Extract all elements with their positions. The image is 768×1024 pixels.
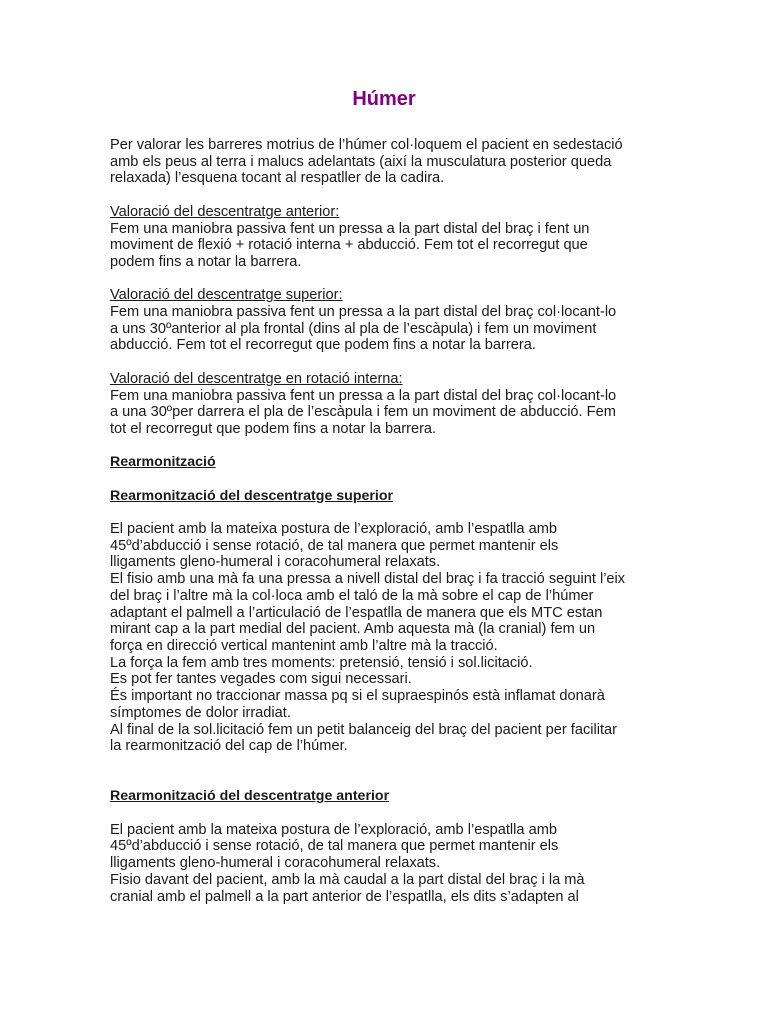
text-line: amb els peus al terra i malucs adelantats (així la musculatura posterior queda xyxy=(110,153,612,170)
text-line: Es pot fer tantes vegades com sigui necessari. xyxy=(110,671,412,688)
text-line: Al final de la sol.licitació fem un petit balanceig del braç del pacient per facilitar xyxy=(110,721,618,738)
text-line: El fisio amb una mà fa una pressa a nivell distal del braç i fa tracció seguint l’eix xyxy=(110,571,626,588)
text-line: tot el recorregut que podem fins a notar la barrera. xyxy=(110,420,437,437)
valuation-internal-rotation xyxy=(110,371,670,438)
text-line: a uns 30ºanterior al pla frontal (dins al pla de l’escàpula) i fem un moviment xyxy=(110,320,597,337)
text-line: lligaments gleno-humeral i coracohumeral relaxats. xyxy=(110,855,441,872)
text-line: 45ºd’abducció i sense rotació, de tal manera que permet mantenir els xyxy=(110,838,559,855)
text-line: Fem una maniobra passiva fent un pressa a la part distal del braç i fent un xyxy=(110,220,590,237)
text-line: Per valorar les barreres motrius de l’húmer col·loquem el pacient en sedestació xyxy=(110,137,623,153)
text-line: 45ºd’abducció i sense rotació, de tal manera que permet mantenir els xyxy=(110,537,559,554)
text-line: mirant cap a la part medial del pacient. Amb aquesta mà (la cranial) fem un xyxy=(110,621,596,638)
text-line: És important no traccionar massa pq si el supraespinós està inflamat donarà xyxy=(110,688,605,705)
text-line: El pacient amb la mateixa postura de l’exploració, amb l’espatlla amb xyxy=(110,821,557,838)
text-line: La força la fem amb tres moments: pretensió, tensió i sol.licitació. xyxy=(110,654,533,671)
rearm-superior-paragraph xyxy=(110,521,670,755)
text-line: símptomes de dolor irradiat. xyxy=(110,704,291,721)
rearm-anterior-heading: Rearmonització del descentratge anterior xyxy=(110,788,390,805)
text-line: relaxada) l’esquena tocant al respatller de la cadira. xyxy=(110,170,445,187)
text-line: del braç i l’altre mà la col·loca amb el taló de la mà sobre el cap de l’húmer xyxy=(110,587,594,604)
section-heading: Valoració del descentratge superior: xyxy=(110,287,343,304)
valuation-anterior xyxy=(110,204,670,271)
text-line: Fisio davant del pacient, amb la mà caudal a la part distal del braç i la mà xyxy=(110,871,585,888)
valuation-superior xyxy=(110,287,670,354)
text-line: podem fins a notar la barrera. xyxy=(110,253,302,270)
text-line: cranial amb el palmell a la part anterior de l’espatlla, els dits s’adapten al xyxy=(110,888,579,905)
document-body xyxy=(110,137,670,905)
text-line: El pacient amb la mateixa postura de l’exploració, amb l’espatlla amb xyxy=(110,521,557,538)
text-line: lligaments gleno-humeral i coracohumeral relaxats. xyxy=(110,554,441,571)
intro-paragraph xyxy=(110,137,670,187)
rearm-superior-heading: Rearmonització del descentratge superior xyxy=(110,487,394,504)
rearm-heading-block xyxy=(110,454,670,471)
text-line: Fem una maniobra passiva fent un pressa a la part distal del braç col·locant-lo xyxy=(110,304,617,320)
text-line: abducció. Fem tot el recorregut que podem fins a notar la barrera. xyxy=(110,337,536,354)
page-title: Húmer xyxy=(352,88,416,110)
rearm-anterior-paragraph xyxy=(110,822,670,906)
text-line: moviment de flexió + rotació interna + abducció. Fem tot el recorregut que xyxy=(110,237,588,254)
rearm-anterior-heading-block xyxy=(110,788,670,805)
text-line: adaptant el palmell a l’articulació de l’espatlla de manera que els MTC estan xyxy=(110,604,603,621)
rearm-superior-heading-block xyxy=(110,488,670,505)
rearm-heading: Rearmonització xyxy=(110,454,216,471)
text-line: força en direcció vertical mantenint amb l’altre mà la tracció. xyxy=(110,638,498,654)
text-line: la rearmonització del cap de l’húmer. xyxy=(110,738,348,755)
section-heading: Valoració del descentratge anterior: xyxy=(110,203,340,220)
section-heading: Valoració del descentratge en rotació interna: xyxy=(110,370,403,387)
text-line: Fem una maniobra passiva fent un pressa a la part distal del braç col·locant-lo xyxy=(110,387,617,404)
text-line: a una 30ºper darrera el pla de l’escàpula i fem un moviment de abducció. Fem xyxy=(110,404,616,421)
